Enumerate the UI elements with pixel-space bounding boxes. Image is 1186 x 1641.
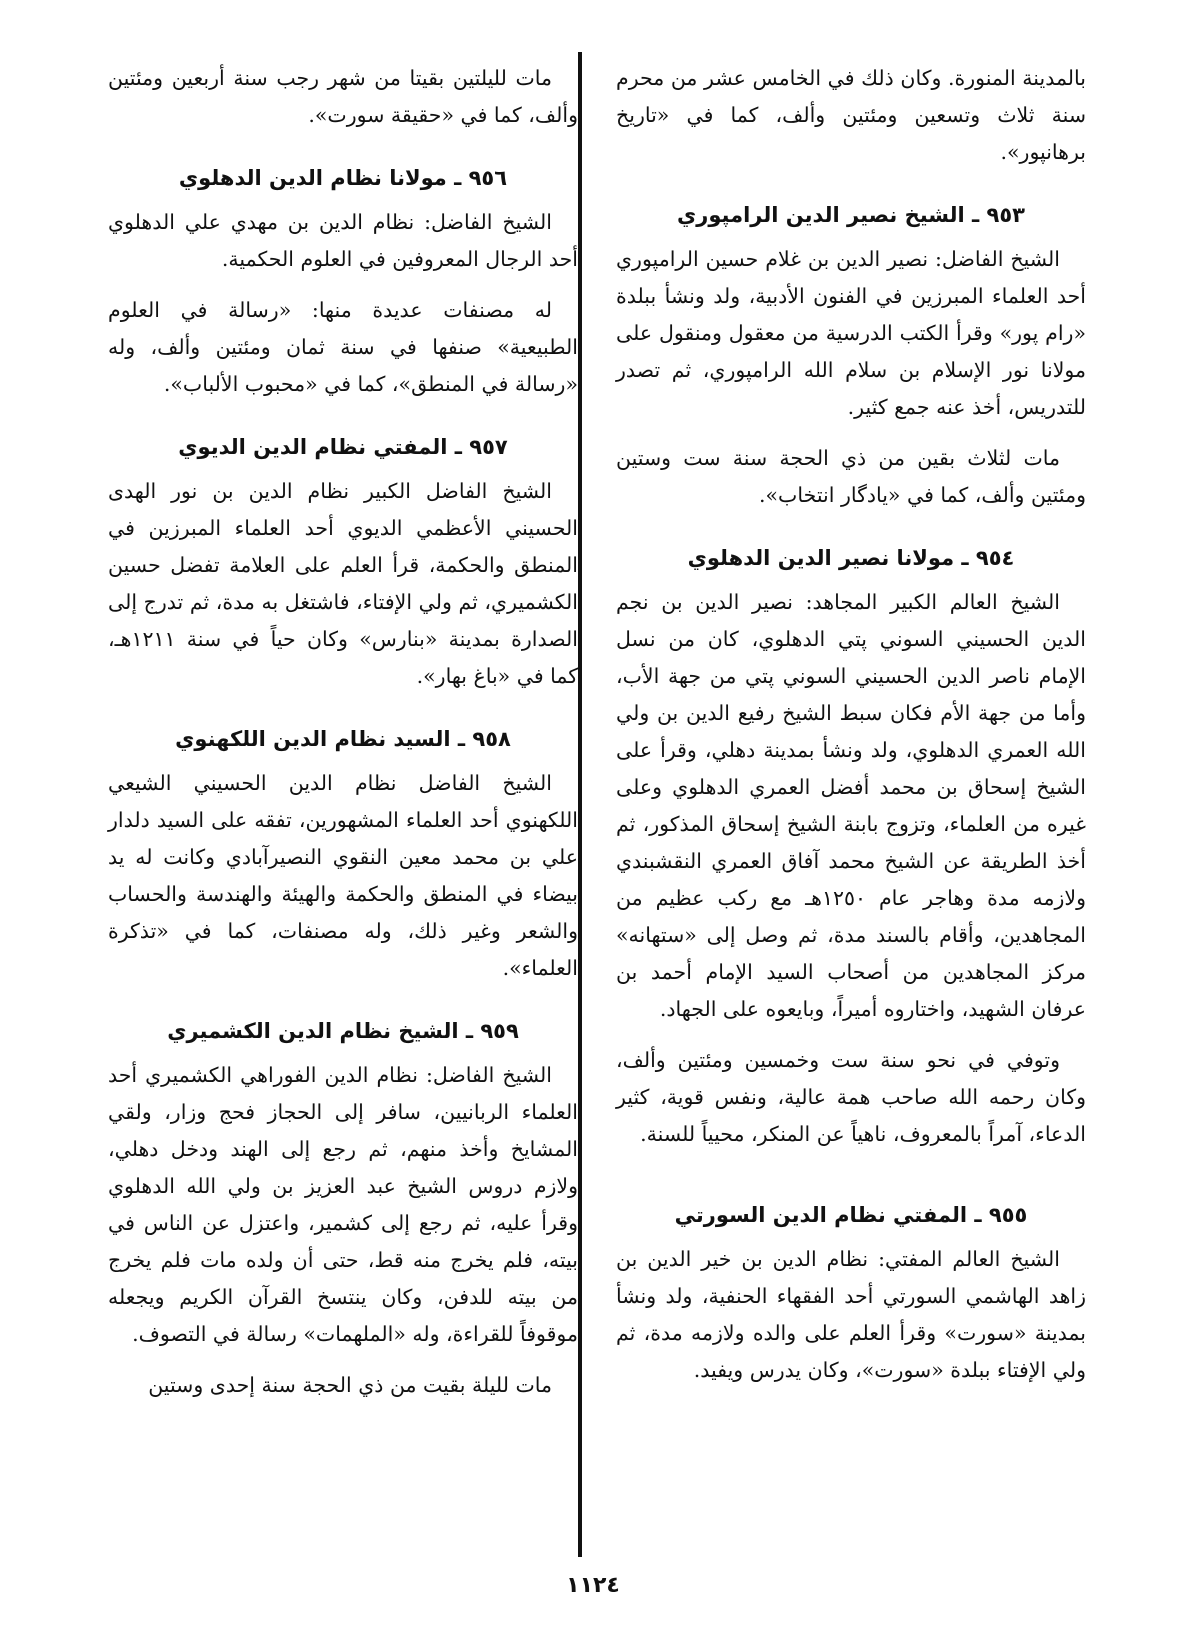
entry-959-paragraph-2: مات لليلة بقيت من ذي الحجة سنة إحدى وستين xyxy=(148,1373,552,1397)
entry-955-paragraph-1: الشيخ العالم المفتي: نظام الدين بن خير الدين بن زاهد الهاشمي السورتي أحد الفقهاء الحنفية، ولد ونشأ بمدينة «سورت» وقرأ العلم على والده ولازمه مدة، ثم ولي الإفتاء ببلدة «سورت»، وكان يدرس ويفيد. xyxy=(616,1247,1086,1382)
entry-heading-956: ٩٥٦ ـ مولانا نظام الدين الدهلوي xyxy=(178,166,508,190)
entry-heading-955: ٩٥٥ ـ المفتي نظام الدين السورتي xyxy=(674,1203,1028,1227)
column-divider xyxy=(578,52,582,1557)
entry-heading-954: ٩٥٤ ـ مولانا نصير الدين الدهلوي xyxy=(687,546,1015,570)
entry-heading-957: ٩٥٧ ـ المفتي نظام الدين الديوي xyxy=(178,435,508,459)
entry-heading-953: ٩٥٣ ـ الشيخ نصير الدين الرامپوري xyxy=(677,203,1025,227)
entry-953-paragraph-2: مات لثلاث بقين من ذي الحجة سنة ست وستين ومئتين وألف، كما في «يادگار انتخاب». xyxy=(616,446,1086,507)
page-number: ١١٢٤ xyxy=(566,1573,620,1598)
entry-954-paragraph-2: وتوفي في نحو سنة ست وخمسين ومئتين وألف، وكان رحمه الله صاحب همة عالية، ونفس قوية، كثير الدعاء، آمراً بالمعروف، ناهياً عن المنكر، محيياً للسنة. xyxy=(616,1048,1086,1146)
entry-954-paragraph-1: الشيخ العالم الكبير المجاهد: نصير الدين بن نجم الدين الحسيني السوني پتي الدهلوي، كان من نسل الإمام ناصر الدين الحسيني السوني پتي من جهة الأب، وأما من جهة الأم فكان سبط الشيخ رفيع الدين بن ولي الله العمري الدهلوي، ولد ونشأ بمدينة دهلي، وقرأ على الشيخ إسحاق بن محمد أفضل العمري الدهلوي وعلى غيره من العلماء، وتزوج بابنة الشيخ إسحاق المذكور، ثم أخذ الطريقة عن الشيخ محمد آفاق العمري النقشبندي ولازمه مدة وهاجر عام ١٢٥٠هـ مع ركب عظيم من المجاهدين، وأقام بالسند مدة، ثم وصل إلى «ستهانه» مركز المجاهدين من أصحاب السيد الإمام أحمد بن عرفان الشهيد، واختاروه أميراً، وبايعوه على الجهاد. xyxy=(616,590,1087,1021)
continued-paragraph: بالمدينة المنورة. وكان ذلك في الخامس عشر من محرم سنة ثلاث وتسعين ومئتين وألف، كما في «تاريخ برهانپور». xyxy=(616,66,1086,164)
entry-heading-959: ٩٥٩ ـ الشيخ نظام الدين الكشميري xyxy=(167,1019,519,1043)
entry-heading-958: ٩٥٨ ـ السيد نظام الدين اللكهنوي xyxy=(175,727,511,751)
entry-958-paragraph-1: الشيخ الفاضل نظام الدين الحسيني الشيعي اللكهنوي أحد العلماء المشهورين، تفقه على السيد دلدار علي بن محمد معين النقوي النصيرآبادي وكانت له يد بيضاء في المنطق والحكمة والهيئة والهندسة والحساب والشعر وغير ذلك، وله مصنفات، كما في «تذكرة العلماء». xyxy=(108,771,578,980)
entry-956-paragraph-2: له مصنفات عديدة منها: «رسالة في العلوم الطبيعية» صنفها في سنة ثمان ومئتين وألف، وله «رسالة في المنطق»، كما في «محبوب الألباب». xyxy=(108,298,578,396)
continued-paragraph: مات لليلتين بقيتا من شهر رجب سنة أربعين ومئتين وألف، كما في «حقيقة سورت». xyxy=(108,66,578,127)
left-column xyxy=(108,60,578,1418)
entry-953-paragraph-1: الشيخ الفاضل: نصير الدين بن غلام حسين الرامپوري أحد العلماء المبرزين في الفنون الأدبية، ولد ونشأ ببلدة «رام پور» وقرأ الكتب الدرسية من معقول ومنقول على مولانا نور الإسلام بن سلام الله الرامپوري، ثم تصدر للتدريس، أخذ عنه جمع كثير. xyxy=(616,247,1086,419)
entry-956-paragraph-1: الشيخ الفاضل: نظام الدين بن مهدي علي الدهلوي أحد الرجال المعروفين في العلوم الحكمية. xyxy=(108,210,578,271)
right-column xyxy=(616,60,1086,1403)
entry-959-paragraph-1: الشيخ الفاضل: نظام الدين الفوراهي الكشميري أحد العلماء الربانيين، سافر إلى الحجاز فحج وزار، ولقي المشايخ وأخذ منهم، ثم رجع إلى الهند ودخل دهلي، ولازم دروس الشيخ عبد العزيز بن ولي الله الدهلوي وقرأ عليه، ثم رجع إلى كشمير، واعتزل عن الناس في بيته، فلم يخرج منه قط، حتى أن ولده مات فلم يخرج من بيته للدفن، وكان ينتسخ القرآن الكريم ويجعله موقوفاً للقراءة، وله «الملهمات» رسالة في التصوف. xyxy=(108,1063,578,1346)
entry-957-paragraph-1: الشيخ الفاضل الكبير نظام الدين بن نور الهدى الحسيني الأعظمي الديوي أحد العلماء المبرزين في المنطق والحكمة، قرأ العلم على العلامة تفضل حسين الكشميري، ثم ولي الإفتاء، فاشتغل به مدة، ثم تدرج إلى الصدارة بمدينة «بنارس» وكان حياً في سنة ١٢١١هـ، كما في «باغ بهار». xyxy=(108,479,578,688)
